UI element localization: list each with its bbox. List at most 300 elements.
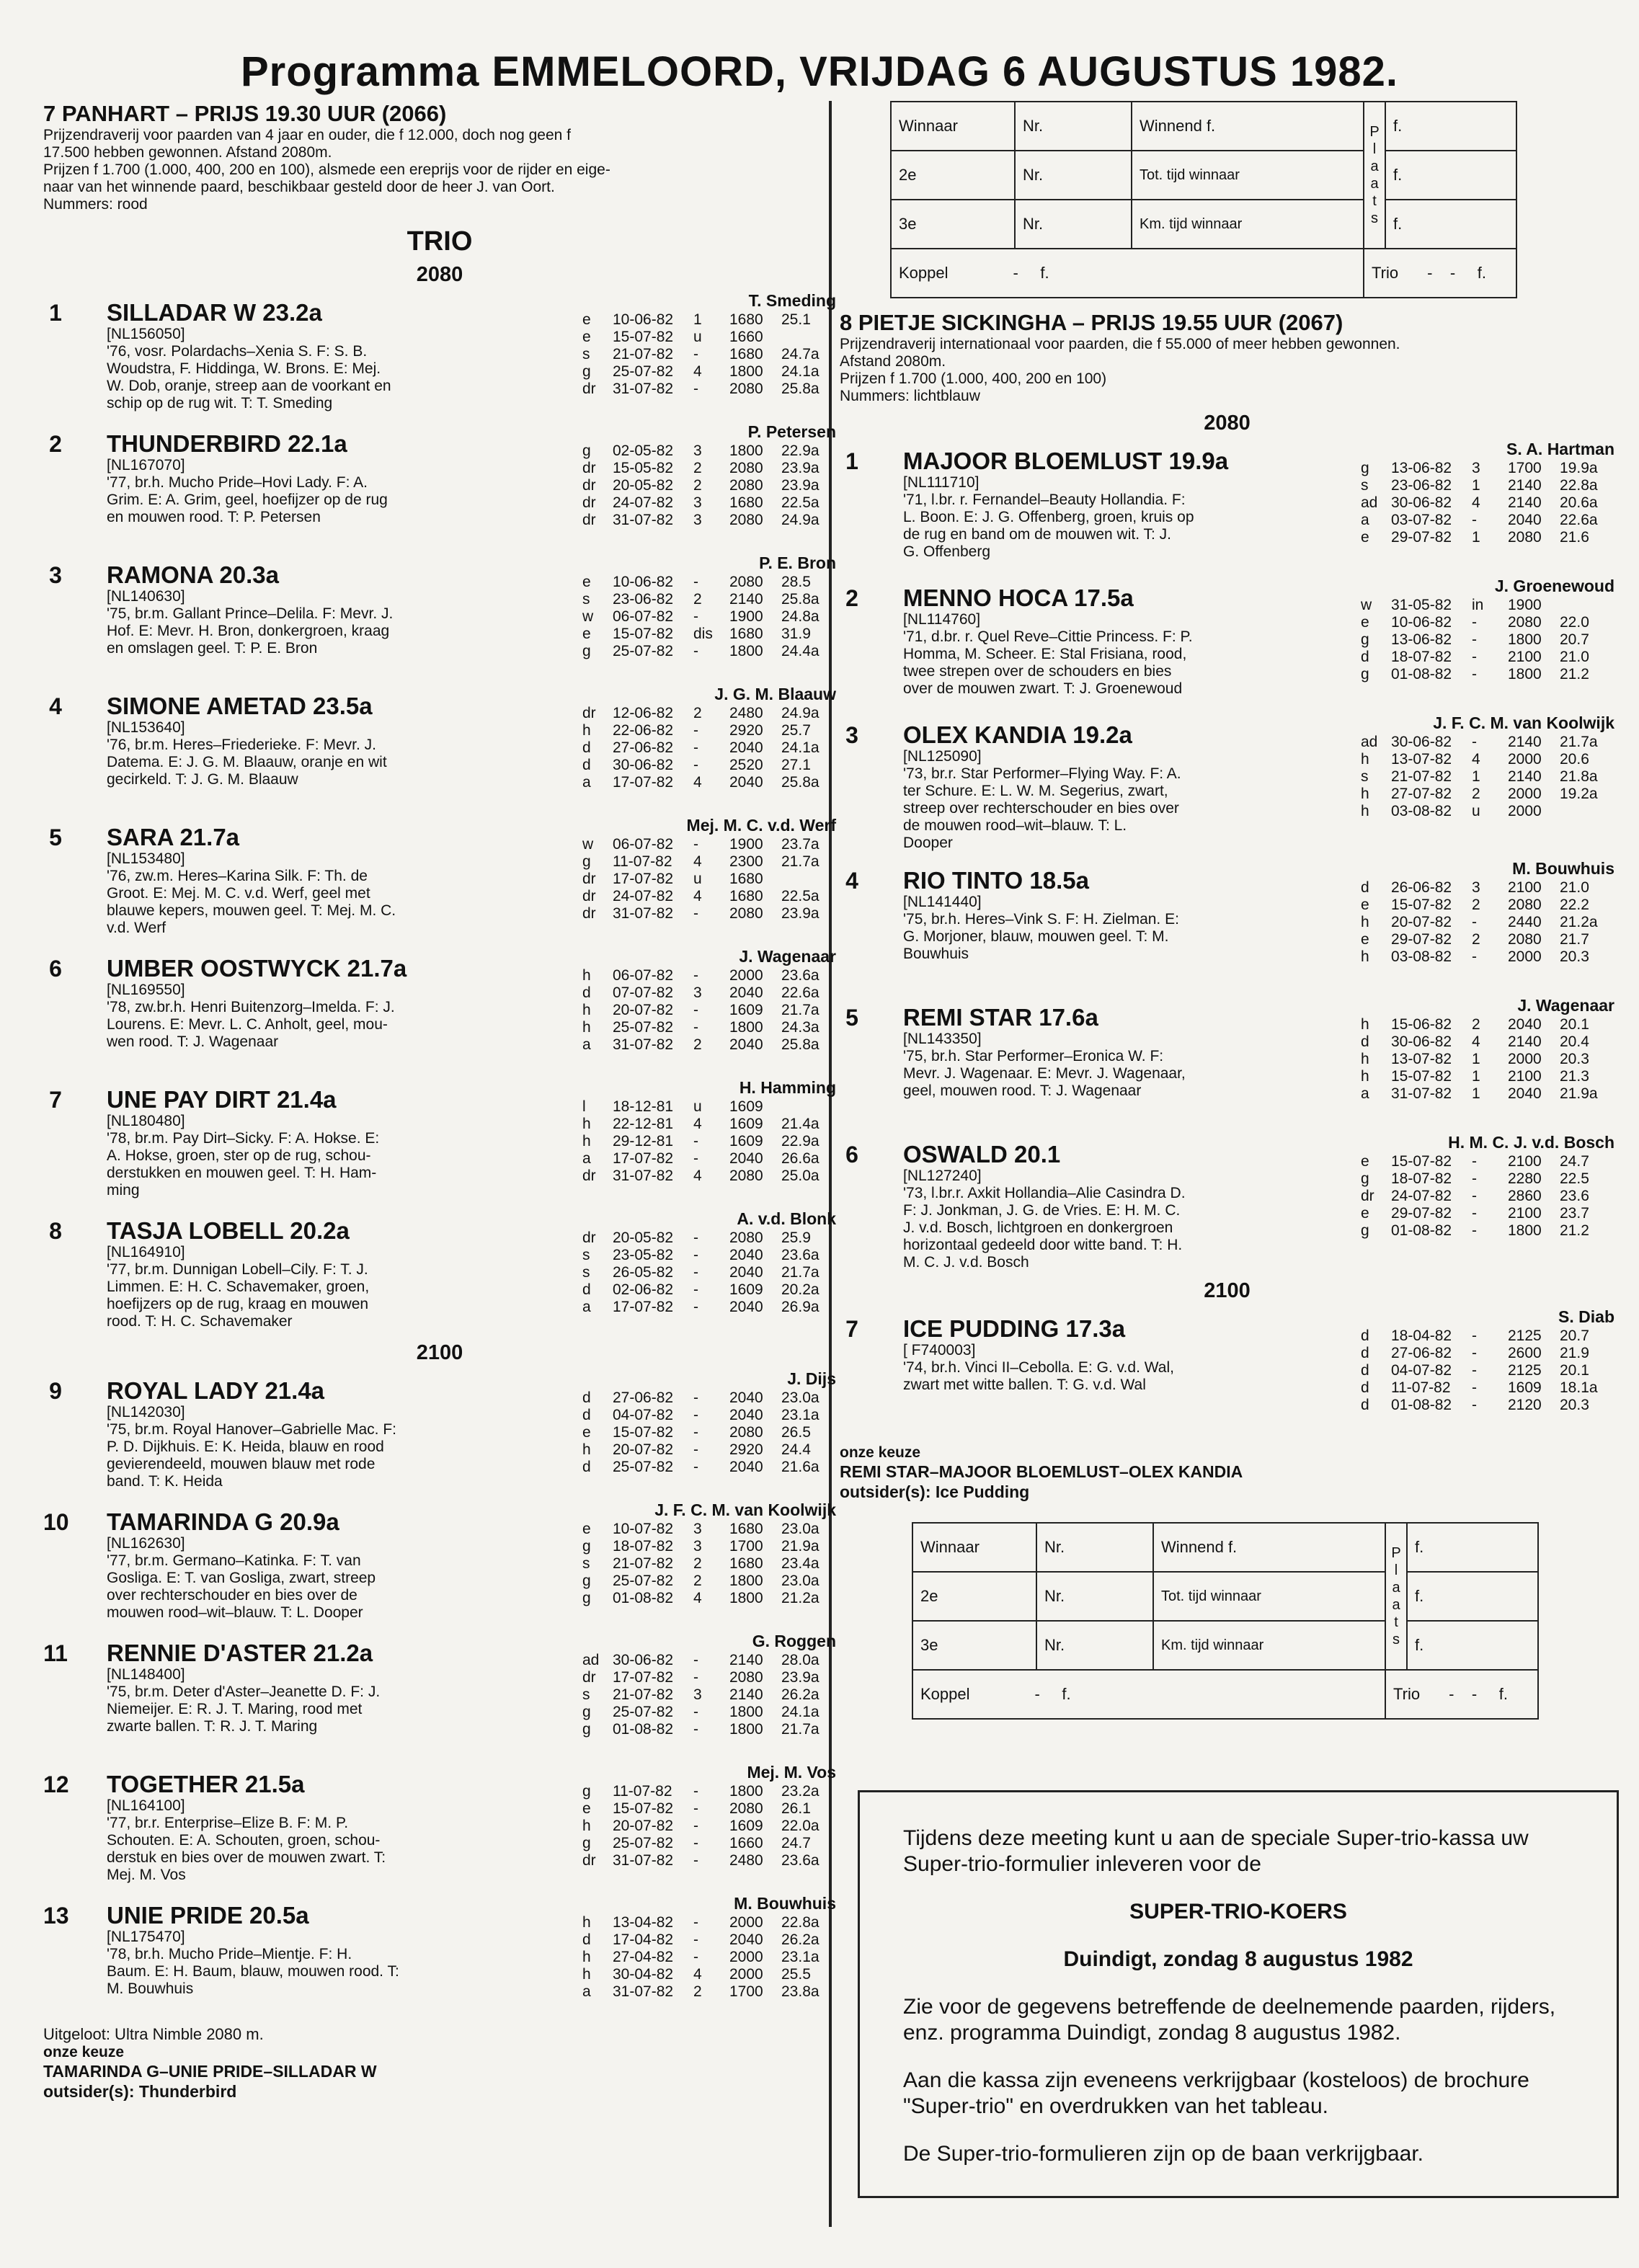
- horse-name: MAJOOR BLOEMLUST 19.9a: [903, 448, 1229, 474]
- result-cell: 21.4a: [781, 1116, 820, 1132]
- result-cell: 1680: [729, 871, 763, 887]
- result-row: [579, 853, 836, 871]
- result-cell: 31-07-82: [613, 1036, 674, 1053]
- horse-number: 4: [845, 868, 858, 894]
- info-line: blauwe kepers, mouwen geel. T: Mej. M. C.: [107, 902, 396, 919]
- horse-entry: [43, 1632, 836, 1756]
- result-cell: ad: [1361, 494, 1378, 511]
- result-cell: 21.0: [1560, 879, 1589, 896]
- result-cell: 20.1: [1560, 1362, 1589, 1379]
- result-cell: -: [1472, 734, 1477, 750]
- keuze-label: onze keuze: [840, 1444, 921, 1461]
- info-line: Datema. E: J. G. M. Blaauw, oranje en wit: [107, 754, 387, 770]
- result-cell: 24.7a: [781, 346, 820, 363]
- results-table: [579, 1229, 836, 1316]
- result-cell: -: [693, 739, 698, 756]
- plaats-letter: s: [1393, 1632, 1400, 1647]
- result-cell: 1700: [729, 1538, 763, 1555]
- f-label: f.: [1407, 1523, 1538, 1572]
- horse-number: 6: [49, 956, 62, 982]
- result-cell: 22.5a: [781, 494, 820, 511]
- distance-heading: 2100: [416, 1341, 463, 1364]
- page-title: Programma EMMELOORD, VRIJDAG 6 AUGUSTUS 1982.: [241, 48, 1398, 95]
- result-cell: 25.8a: [781, 381, 820, 397]
- result-cell: d: [1361, 1397, 1369, 1413]
- result-cell: e: [1361, 931, 1369, 948]
- result-cell: 31-07-82: [613, 512, 674, 528]
- info-line: zwarte ballen. T: R. J. T. Maring: [107, 1718, 318, 1735]
- horse-info: [107, 850, 445, 937]
- horse-name: OSWALD 20.1: [903, 1141, 1061, 1168]
- result-cell: 25.9: [781, 1229, 811, 1246]
- info-line: [NL175470]: [107, 1929, 185, 1945]
- result-row: [579, 1783, 836, 1800]
- info-line: Dooper: [903, 835, 953, 851]
- info-line: ter Schure. E: L. W. M. Segerius, zwart,: [903, 783, 1168, 799]
- result-cell: h: [1361, 751, 1369, 768]
- result-cell: 4: [693, 1168, 702, 1184]
- result-row: [579, 1835, 836, 1852]
- result-cell: 2040: [729, 774, 763, 791]
- result-cell: d: [582, 757, 591, 773]
- result-row: [579, 871, 836, 888]
- result-cell: 15-07-82: [613, 329, 674, 345]
- info-line: [NL127240]: [903, 1168, 982, 1184]
- race-heading: 7 PANHART – PRIJS 19.30 UUR (2066): [43, 101, 447, 126]
- result-cell: 25.8a: [781, 774, 820, 791]
- trainer-name: M. Bouwhuis: [1512, 859, 1614, 878]
- result-cell: 2040: [729, 1299, 763, 1315]
- super-trio-notice: [858, 1790, 1619, 2198]
- info-line: [NL156050]: [107, 326, 185, 342]
- notice-subheading: Duindigt, zondag 8 augustus 1982: [1063, 1947, 1413, 1971]
- result-cell: h: [582, 1133, 591, 1149]
- info-line: [NL114760]: [903, 611, 981, 628]
- result-cell: -: [693, 643, 698, 659]
- horse-entry: [840, 1307, 1614, 1437]
- result-cell: 1609: [729, 1281, 763, 1298]
- result-cell: g: [1361, 460, 1369, 476]
- plaats-letter: a: [1370, 176, 1379, 192]
- result-cell: 31-07-82: [613, 1852, 674, 1869]
- description-line: Prijzen f 1.700 (1.000, 400, 200 en 100), alsmede een ereprijs voor de rijder en eige-: [43, 161, 610, 178]
- result-cell: 2040: [729, 1931, 763, 1948]
- plaats-letter: a: [1370, 159, 1379, 174]
- result-cell: 1: [693, 311, 702, 328]
- result-cell: g: [582, 1590, 591, 1606]
- results-table: [1358, 734, 1614, 820]
- winnend-label: Winnend f.: [1132, 102, 1364, 151]
- result-cell: 4: [693, 363, 702, 380]
- horse-entry: [840, 713, 1614, 852]
- result-cell: 1680: [729, 494, 763, 511]
- result-cell: 1: [1472, 1051, 1480, 1067]
- info-line: '77, br.m. Germano–Katinka. F: T. van: [107, 1552, 361, 1569]
- result-cell: 20.3: [1560, 948, 1589, 965]
- result-cell: -: [693, 1931, 698, 1948]
- result-cell: 24.4: [781, 1441, 811, 1458]
- result-row: [1358, 494, 1614, 512]
- result-row: [579, 512, 836, 529]
- result-row: [1358, 1068, 1614, 1085]
- result-cell: 22.6a: [1560, 512, 1598, 528]
- result-cell: 26.2a: [781, 1931, 820, 1948]
- result-cell: 2125: [1508, 1362, 1542, 1379]
- horse-info: [107, 588, 445, 657]
- result-cell: d: [1361, 1362, 1369, 1379]
- horse-name: TASJA LOBELL 20.2a: [107, 1217, 350, 1244]
- result-cell: 1609: [729, 1098, 763, 1115]
- plaats-letter: a: [1392, 1580, 1400, 1596]
- result-cell: d: [1361, 1328, 1369, 1344]
- nr-label: Nr.: [1015, 102, 1132, 151]
- f-label: f.: [1407, 1621, 1538, 1670]
- result-cell: 2280: [1508, 1170, 1542, 1187]
- plaats-letter: l: [1372, 141, 1377, 157]
- result-cell: 13-04-82: [613, 1914, 674, 1931]
- trainer-name: J. Wagenaar: [1517, 996, 1614, 1015]
- result-cell: -: [693, 1721, 698, 1738]
- result-row: [579, 1721, 836, 1738]
- result-cell: 23-06-82: [1391, 477, 1452, 494]
- result-row: [579, 888, 836, 905]
- trainer-name: J. F. C. M. van Koolwijk: [1433, 713, 1614, 732]
- description-line: Nummers: rood: [43, 196, 148, 213]
- table-row: [891, 200, 1516, 249]
- koppel-cell: [891, 249, 1364, 298]
- result-row: [1358, 768, 1614, 786]
- result-cell: d: [582, 1389, 591, 1406]
- result-cell: h: [1361, 948, 1369, 965]
- result-row: [579, 1459, 836, 1476]
- result-row: [579, 1555, 836, 1573]
- horse-name: SIMONE AMETAD 23.5a: [107, 693, 373, 719]
- info-line: [NL162630]: [107, 1535, 185, 1552]
- result-cell: -: [1472, 914, 1477, 930]
- result-row: [579, 1573, 836, 1590]
- result-cell: dr: [582, 381, 596, 397]
- result-cell: -: [693, 1247, 698, 1263]
- outsider: outsider(s): Thunderbird: [43, 2082, 237, 2101]
- result-row: [1358, 631, 1614, 649]
- result-cell: 2120: [1508, 1397, 1542, 1413]
- result-cell: 21.7a: [781, 1002, 820, 1018]
- result-row: [579, 626, 836, 643]
- result-row: [1358, 1397, 1614, 1414]
- result-cell: 26-06-82: [1391, 879, 1452, 896]
- results-table: [1358, 460, 1614, 546]
- result-cell: 29-12-81: [613, 1133, 674, 1149]
- result-cell: -: [693, 1264, 698, 1281]
- result-cell: -: [1472, 1205, 1477, 1222]
- horse-number: 1: [49, 300, 62, 326]
- info-line: over rechterschouder en bies over de: [107, 1587, 357, 1604]
- plaats-letter: t: [1394, 1614, 1398, 1630]
- result-row: [579, 1914, 836, 1931]
- info-line: '73, br.r. Star Performer–Flying Way. F: A.: [903, 765, 1181, 782]
- koppel-fill: - f.: [1034, 1685, 1071, 1703]
- result-cell: 2080: [729, 1800, 763, 1817]
- result-cell: 21-07-82: [613, 1555, 674, 1572]
- horse-entry: [43, 1763, 836, 1887]
- result-row: [579, 705, 836, 722]
- result-cell: 2040: [729, 1036, 763, 1053]
- result-cell: 03-08-82: [1391, 803, 1452, 819]
- trio-label: Trio: [1372, 264, 1399, 282]
- third-label: 3e: [891, 200, 1015, 249]
- result-cell: 27-06-82: [613, 1389, 674, 1406]
- info-line: Niemeijer. E: R. J. T. Maring, rood met: [107, 1701, 363, 1717]
- result-cell: -: [693, 1783, 698, 1800]
- result-cell: 20.6a: [1560, 494, 1598, 511]
- horse-info: [903, 1342, 1242, 1394]
- results-table: [579, 443, 836, 529]
- result-cell: 2080: [729, 1424, 763, 1441]
- horse-info: [107, 326, 445, 412]
- info-line: hoefijzers op de rug, kraag en mouwen: [107, 1296, 369, 1312]
- result-cell: 2125: [1508, 1328, 1542, 1344]
- info-line: geel, mouwen rood. T: J. Wagenaar: [903, 1082, 1142, 1099]
- info-line: gecirkeld. T: J. G. M. Blaauw: [107, 771, 298, 788]
- table-row: [912, 1621, 1538, 1670]
- result-cell: 4: [1472, 751, 1480, 768]
- result-row: [579, 1019, 836, 1036]
- info-line: twee strepen over de schouders en bies: [903, 663, 1172, 680]
- result-cell: 2080: [1508, 614, 1542, 631]
- result-cell: 3: [1472, 460, 1480, 476]
- result-cell: 2080: [729, 381, 763, 397]
- uitgeloot-note: Uitgeloot: Ultra Nimble 2080 m.: [43, 2025, 264, 2043]
- result-cell: g: [582, 1721, 591, 1738]
- result-cell: g: [582, 853, 591, 870]
- result-cell: -: [693, 1459, 698, 1475]
- result-row: [1358, 597, 1614, 614]
- winner-table: [890, 101, 1517, 298]
- koppel-fill: - f.: [1013, 264, 1049, 282]
- trio-fill: - - f.: [1449, 1685, 1508, 1703]
- result-cell: 2: [693, 591, 702, 608]
- result-row: [1358, 734, 1614, 751]
- result-cell: 24.9a: [781, 512, 820, 528]
- nr-label: Nr.: [1015, 151, 1132, 200]
- info-line: [NL164910]: [107, 1244, 185, 1260]
- info-line: [ F740003]: [903, 1342, 976, 1358]
- result-row: [579, 757, 836, 774]
- result-cell: 2100: [1508, 649, 1542, 665]
- result-cell: -: [693, 381, 698, 397]
- horse-entry: [43, 1209, 836, 1333]
- result-row: [1358, 1379, 1614, 1397]
- result-cell: h: [1361, 914, 1369, 930]
- result-row: [579, 774, 836, 791]
- result-cell: 1800: [1508, 666, 1542, 682]
- info-line: '75, br.m. Deter d'Aster–Jeanette D. F: J.: [107, 1684, 381, 1700]
- result-cell: e: [1361, 1153, 1369, 1170]
- result-cell: 25-07-82: [613, 363, 674, 380]
- f-label: f.: [1407, 1572, 1538, 1621]
- result-cell: 1800: [729, 1573, 763, 1589]
- result-cell: 25.0a: [781, 1168, 820, 1184]
- result-cell: 22.8a: [781, 1914, 820, 1931]
- horse-entry: [43, 1369, 836, 1493]
- result-cell: h: [582, 1019, 591, 1036]
- info-line: '77, br.m. Dunnigan Lobell–Cily. F: T. J.: [107, 1261, 368, 1278]
- horse-name: SARA 21.7a: [107, 824, 240, 850]
- info-line: '75, br.m. Royal Hanover–Gabrielle Mac. F:: [107, 1421, 397, 1438]
- result-cell: 2080: [729, 460, 763, 476]
- second-label: 2e: [912, 1572, 1036, 1621]
- result-cell: -: [693, 1424, 698, 1441]
- entries-list: [43, 262, 836, 2018]
- result-cell: 27.1: [781, 757, 811, 773]
- result-cell: h: [582, 967, 591, 984]
- horse-number: 2: [845, 585, 858, 611]
- result-cell: 2040: [729, 1407, 763, 1423]
- result-cell: 2080: [729, 1669, 763, 1686]
- result-cell: 23.9a: [781, 1669, 820, 1686]
- result-cell: d: [582, 1281, 591, 1298]
- result-cell: 1800: [729, 363, 763, 380]
- koppel-label: Koppel: [899, 264, 949, 282]
- result-cell: h: [1361, 1016, 1369, 1033]
- result-cell: ad: [582, 1652, 600, 1668]
- horse-number: 8: [49, 1218, 62, 1244]
- result-cell: 4: [693, 1116, 702, 1132]
- table-row: [891, 249, 1516, 298]
- result-cell: 27-07-82: [1391, 786, 1452, 802]
- result-cell: 01-08-82: [613, 1590, 674, 1606]
- horse-number: 2: [49, 431, 62, 457]
- result-cell: 10-06-82: [613, 311, 674, 328]
- result-row: [579, 1281, 836, 1299]
- result-cell: 2040: [729, 1389, 763, 1406]
- info-line: [NL169550]: [107, 982, 185, 998]
- info-line: de mouwen rood–wit–blauw. T: L.: [903, 817, 1127, 834]
- result-cell: 01-08-82: [1391, 666, 1452, 682]
- result-cell: 2140: [729, 591, 763, 608]
- result-row: [579, 1852, 836, 1869]
- result-row: [1358, 786, 1614, 803]
- horse-info: [903, 1031, 1242, 1100]
- result-cell: 1609: [1508, 1379, 1542, 1396]
- result-cell: 22-12-81: [613, 1116, 674, 1132]
- info-line: [NL164100]: [107, 1797, 185, 1814]
- result-cell: 2080: [1508, 897, 1542, 913]
- result-cell: 06-07-82: [613, 967, 674, 984]
- result-cell: 25-07-82: [613, 1573, 674, 1589]
- result-cell: dr: [582, 512, 596, 528]
- keuze-label: onze keuze: [43, 2044, 125, 2060]
- result-cell: 2140: [1508, 734, 1542, 750]
- horse-number: 13: [43, 1903, 69, 1929]
- result-cell: 20.1: [1560, 1016, 1589, 1033]
- horse-number: 5: [845, 1005, 858, 1031]
- result-cell: 30-06-82: [1391, 494, 1452, 511]
- result-row: [1358, 931, 1614, 948]
- horse-entry: [43, 816, 836, 940]
- info-line: Bouwhuis: [903, 946, 969, 962]
- result-row: [579, 905, 836, 922]
- race-heading: 8 PIETJE SICKINGHA – PRIJS 19.55 UUR (2067): [840, 310, 1343, 335]
- result-cell: 1680: [729, 346, 763, 363]
- left-column: [43, 101, 836, 2102]
- result-row: [579, 311, 836, 329]
- result-cell: -: [693, 1441, 698, 1458]
- info-line: wen rood. T: J. Wagenaar: [107, 1033, 279, 1050]
- result-cell: 26.1: [781, 1800, 811, 1817]
- result-cell: -: [1472, 1153, 1477, 1170]
- result-cell: 21.8a: [1560, 768, 1598, 785]
- result-cell: s: [582, 346, 590, 363]
- result-cell: g: [582, 443, 591, 459]
- result-row: [1358, 512, 1614, 529]
- horse-info: [107, 1244, 445, 1330]
- info-line: A. Hokse, groen, ster op de rug, schou-: [107, 1147, 371, 1164]
- results-table: [579, 1521, 836, 1607]
- horse-entry: [43, 947, 836, 1071]
- result-cell: 24.3a: [781, 1019, 820, 1036]
- result-row: [1358, 1051, 1614, 1068]
- result-cell: g: [582, 1538, 591, 1555]
- result-cell: -: [1472, 631, 1477, 648]
- result-cell: 1680: [729, 888, 763, 904]
- info-line: mouwen rood–wit–blauw. T: L. Dooper: [107, 1604, 363, 1621]
- result-cell: 2480: [729, 1852, 763, 1869]
- result-cell: 4: [693, 1590, 702, 1606]
- result-cell: 23-06-82: [613, 591, 674, 608]
- result-row: [579, 1441, 836, 1459]
- info-line: '77, br.r. Enterprise–Elize B. F: M. P.: [107, 1815, 349, 1831]
- result-cell: 3: [693, 1538, 702, 1555]
- result-row: [1358, 1153, 1614, 1170]
- result-cell: w: [582, 836, 594, 853]
- horse-name: ROYAL LADY 21.4a: [107, 1377, 325, 1404]
- result-cell: 1660: [729, 329, 763, 345]
- result-row: [579, 346, 836, 363]
- result-cell: 22.9a: [781, 1133, 820, 1149]
- result-cell: h: [1361, 786, 1369, 802]
- description-line: Prijzendraverij voor paarden van 4 jaar en ouder, die f 12.000, doch nog geen f: [43, 127, 571, 143]
- result-cell: 26.2a: [781, 1686, 820, 1703]
- result-cell: 23-05-82: [613, 1247, 674, 1263]
- result-cell: 2040: [729, 984, 763, 1001]
- result-cell: 04-07-82: [613, 1407, 674, 1423]
- result-cell: 2080: [1508, 931, 1542, 948]
- result-cell: 2080: [729, 512, 763, 528]
- result-row: [579, 1168, 836, 1185]
- info-line: '78, zw.br.h. Henri Buitenzorg–Imelda. F: J.: [107, 999, 395, 1015]
- result-cell: 4: [693, 888, 702, 904]
- info-line: [NL153480]: [107, 850, 185, 867]
- trainer-name: T. Smeding: [748, 291, 836, 310]
- info-line: [NL148400]: [107, 1666, 185, 1683]
- result-cell: -: [1472, 1222, 1477, 1239]
- result-cell: 25-07-82: [613, 1459, 674, 1475]
- horse-entry: [840, 859, 1614, 989]
- result-cell: 30-06-82: [1391, 734, 1452, 750]
- result-cell: 2040: [729, 1459, 763, 1475]
- result-cell: -: [1472, 614, 1477, 631]
- result-cell: 20-07-82: [1391, 914, 1452, 930]
- info-line: gevierendeeld, mouwen blauw met rode: [107, 1456, 376, 1472]
- result-cell: 23.7: [1560, 1205, 1589, 1222]
- result-cell: 1800: [729, 1721, 763, 1738]
- info-line: [NL111710]: [903, 474, 980, 491]
- result-cell: 31-07-82: [613, 1983, 674, 2000]
- result-cell: u: [693, 1098, 702, 1115]
- result-cell: d: [1361, 1379, 1369, 1396]
- result-cell: 24.7: [781, 1835, 811, 1851]
